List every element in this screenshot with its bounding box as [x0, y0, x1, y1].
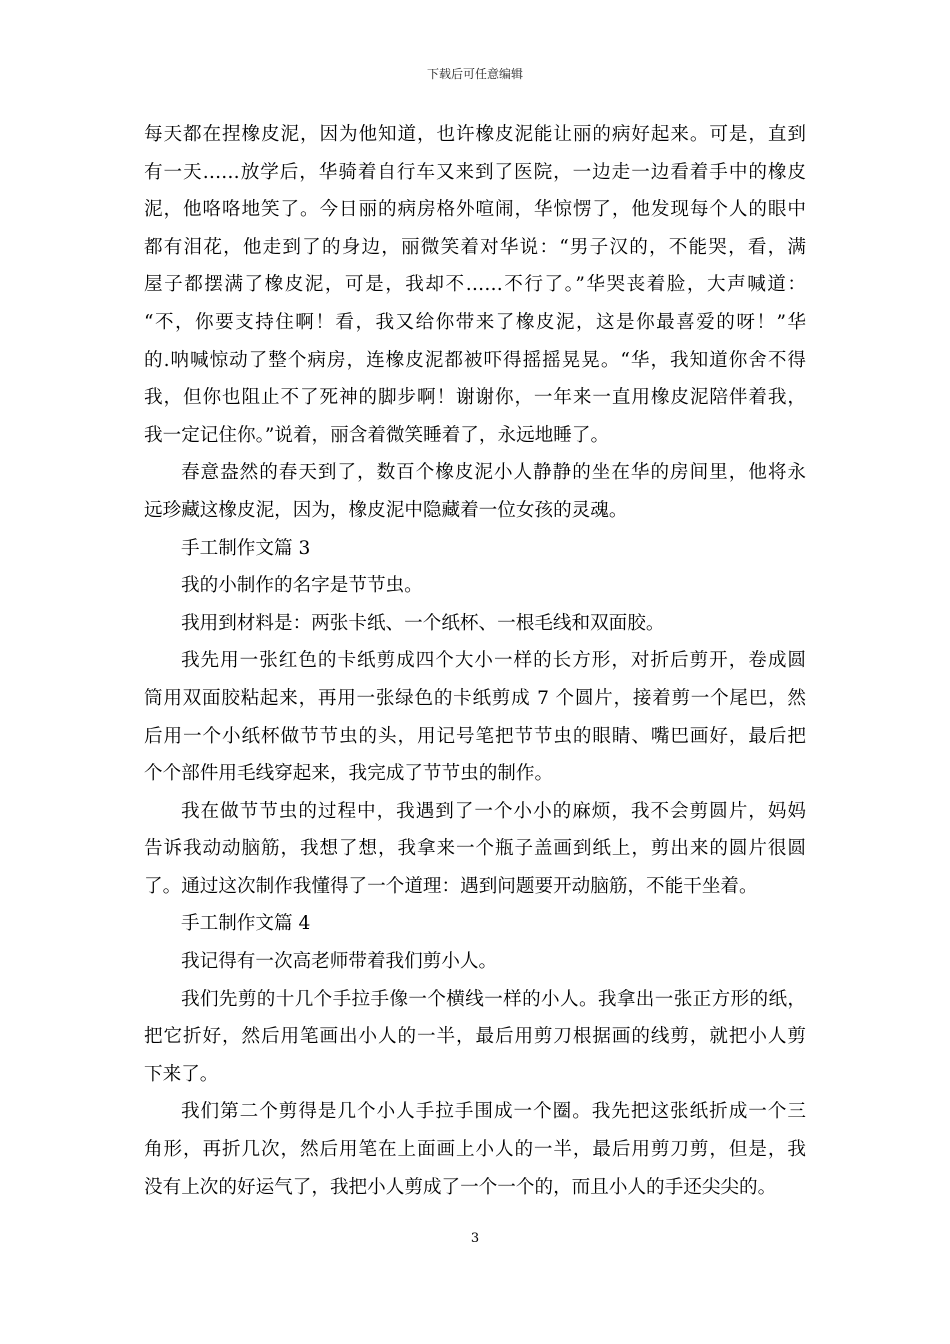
text-line: 有一天……放学后，华骑着自行车又来到了医院，一边走一边看着手中的橡皮 [144, 161, 806, 183]
text-line: 春意盎然的春天到了，数百个橡皮泥小人静静的坐在华的房间里，他将永 [181, 462, 806, 484]
text-line: 泥，他咯咯地笑了。今日丽的病房格外喧闹，华惊愣了，他发现每个人的眼中 [144, 199, 806, 221]
section-heading: 手工制作文篇 4 [181, 913, 311, 935]
text-line: 角形，再折几次，然后用笔在上面画上小人的一半，最后用剪刀剪，但是，我 [144, 1139, 806, 1161]
text-line: 了。通过这次制作我懂得了一个道理：遇到问题要开动脑筋，不能干坐着。 [144, 875, 758, 897]
page-number: 3 [470, 1231, 480, 1246]
text-line: 没有上次的好运气了，我把小人剪成了一个一个的，而且小人的手还尖尖的。 [144, 1176, 777, 1198]
text-line: 我的小制作的名字是节节虫。 [181, 575, 423, 597]
text-line: “不，你要支持住啊！看，我又给你带来了橡皮泥，这是你最喜爱的呀！”华 [144, 311, 806, 333]
text-line: 后用一个小纸杯做节节虫的头，用记号笔把节节虫的眼睛、嘴巴画好，最后把 [144, 725, 806, 747]
text-line: 我在做节节虫的过程中，我遇到了一个小小的麻烦，我不会剪圆片，妈妈 [181, 800, 806, 822]
page-header-note: 下载后可任意编辑 [426, 67, 523, 81]
text-line: 屋子都摆满了橡皮泥，可是，我却不……不行了。”华哭丧着脸，大声喊道： [144, 274, 806, 296]
text-line: 筒用双面胶粘起来，再用一张绿色的卡纸剪成 7 个圆片，接着剪一个尾巴，然 [144, 687, 806, 709]
text-line: 我们第二个剪得是几个小人手拉手围成一个圈。我先把这张纸折成一个三 [181, 1101, 806, 1123]
text-line: 把它折好，然后用笔画出小人的一半，最后用剪刀根据画的线剪，就把小人剪 [144, 1026, 806, 1048]
text-line: 我先用一张红色的卡纸剪成四个大小一样的长方形，对折后剪开，卷成圆 [181, 650, 806, 672]
text-line: 我，但你也阻止不了死神的脚步啊！谢谢你，一年来一直用橡皮泥陪伴着我， [144, 387, 806, 409]
text-line: 我一定记住你。”说着，丽含着微笑睡着了，永远地睡了。 [144, 424, 610, 446]
text-line: 都有泪花，他走到了的身边，丽微笑着对华说：“男子汉的，不能哭，看，满 [144, 236, 806, 258]
text-line: 远珍藏这橡皮泥，因为，橡皮泥中隐藏着一位女孩的灵魂。 [144, 499, 628, 521]
document-body [144, 116, 806, 1206]
text-line: 个个部件用毛线穿起来，我完成了节节虫的制作。 [144, 763, 554, 785]
text-line: 我记得有一次高老师带着我们剪小人。 [181, 951, 498, 973]
section-heading: 手工制作文篇 3 [181, 537, 311, 559]
text-line: 的.呐喊惊动了整个病房，连橡皮泥都被吓得摇摇晃晃。“华，我知道你舍不得 [144, 349, 806, 371]
text-line: 告诉我动动脑筋，我想了想，我拿来一个瓶子盖画到纸上，剪出来的圆片很圆 [144, 838, 806, 860]
text-line: 我们先剪的十几个手拉手像一个横线一样的小人。我拿出一张正方形的纸， [181, 988, 806, 1010]
text-line: 我用到材料是：两张卡纸、一个纸杯、一根毛线和双面胶。 [181, 612, 665, 634]
text-line: 每天都在捏橡皮泥，因为他知道，也许橡皮泥能让丽的病好起来。可是，直到 [144, 124, 806, 145]
text-line: 下来了。 [144, 1063, 219, 1085]
